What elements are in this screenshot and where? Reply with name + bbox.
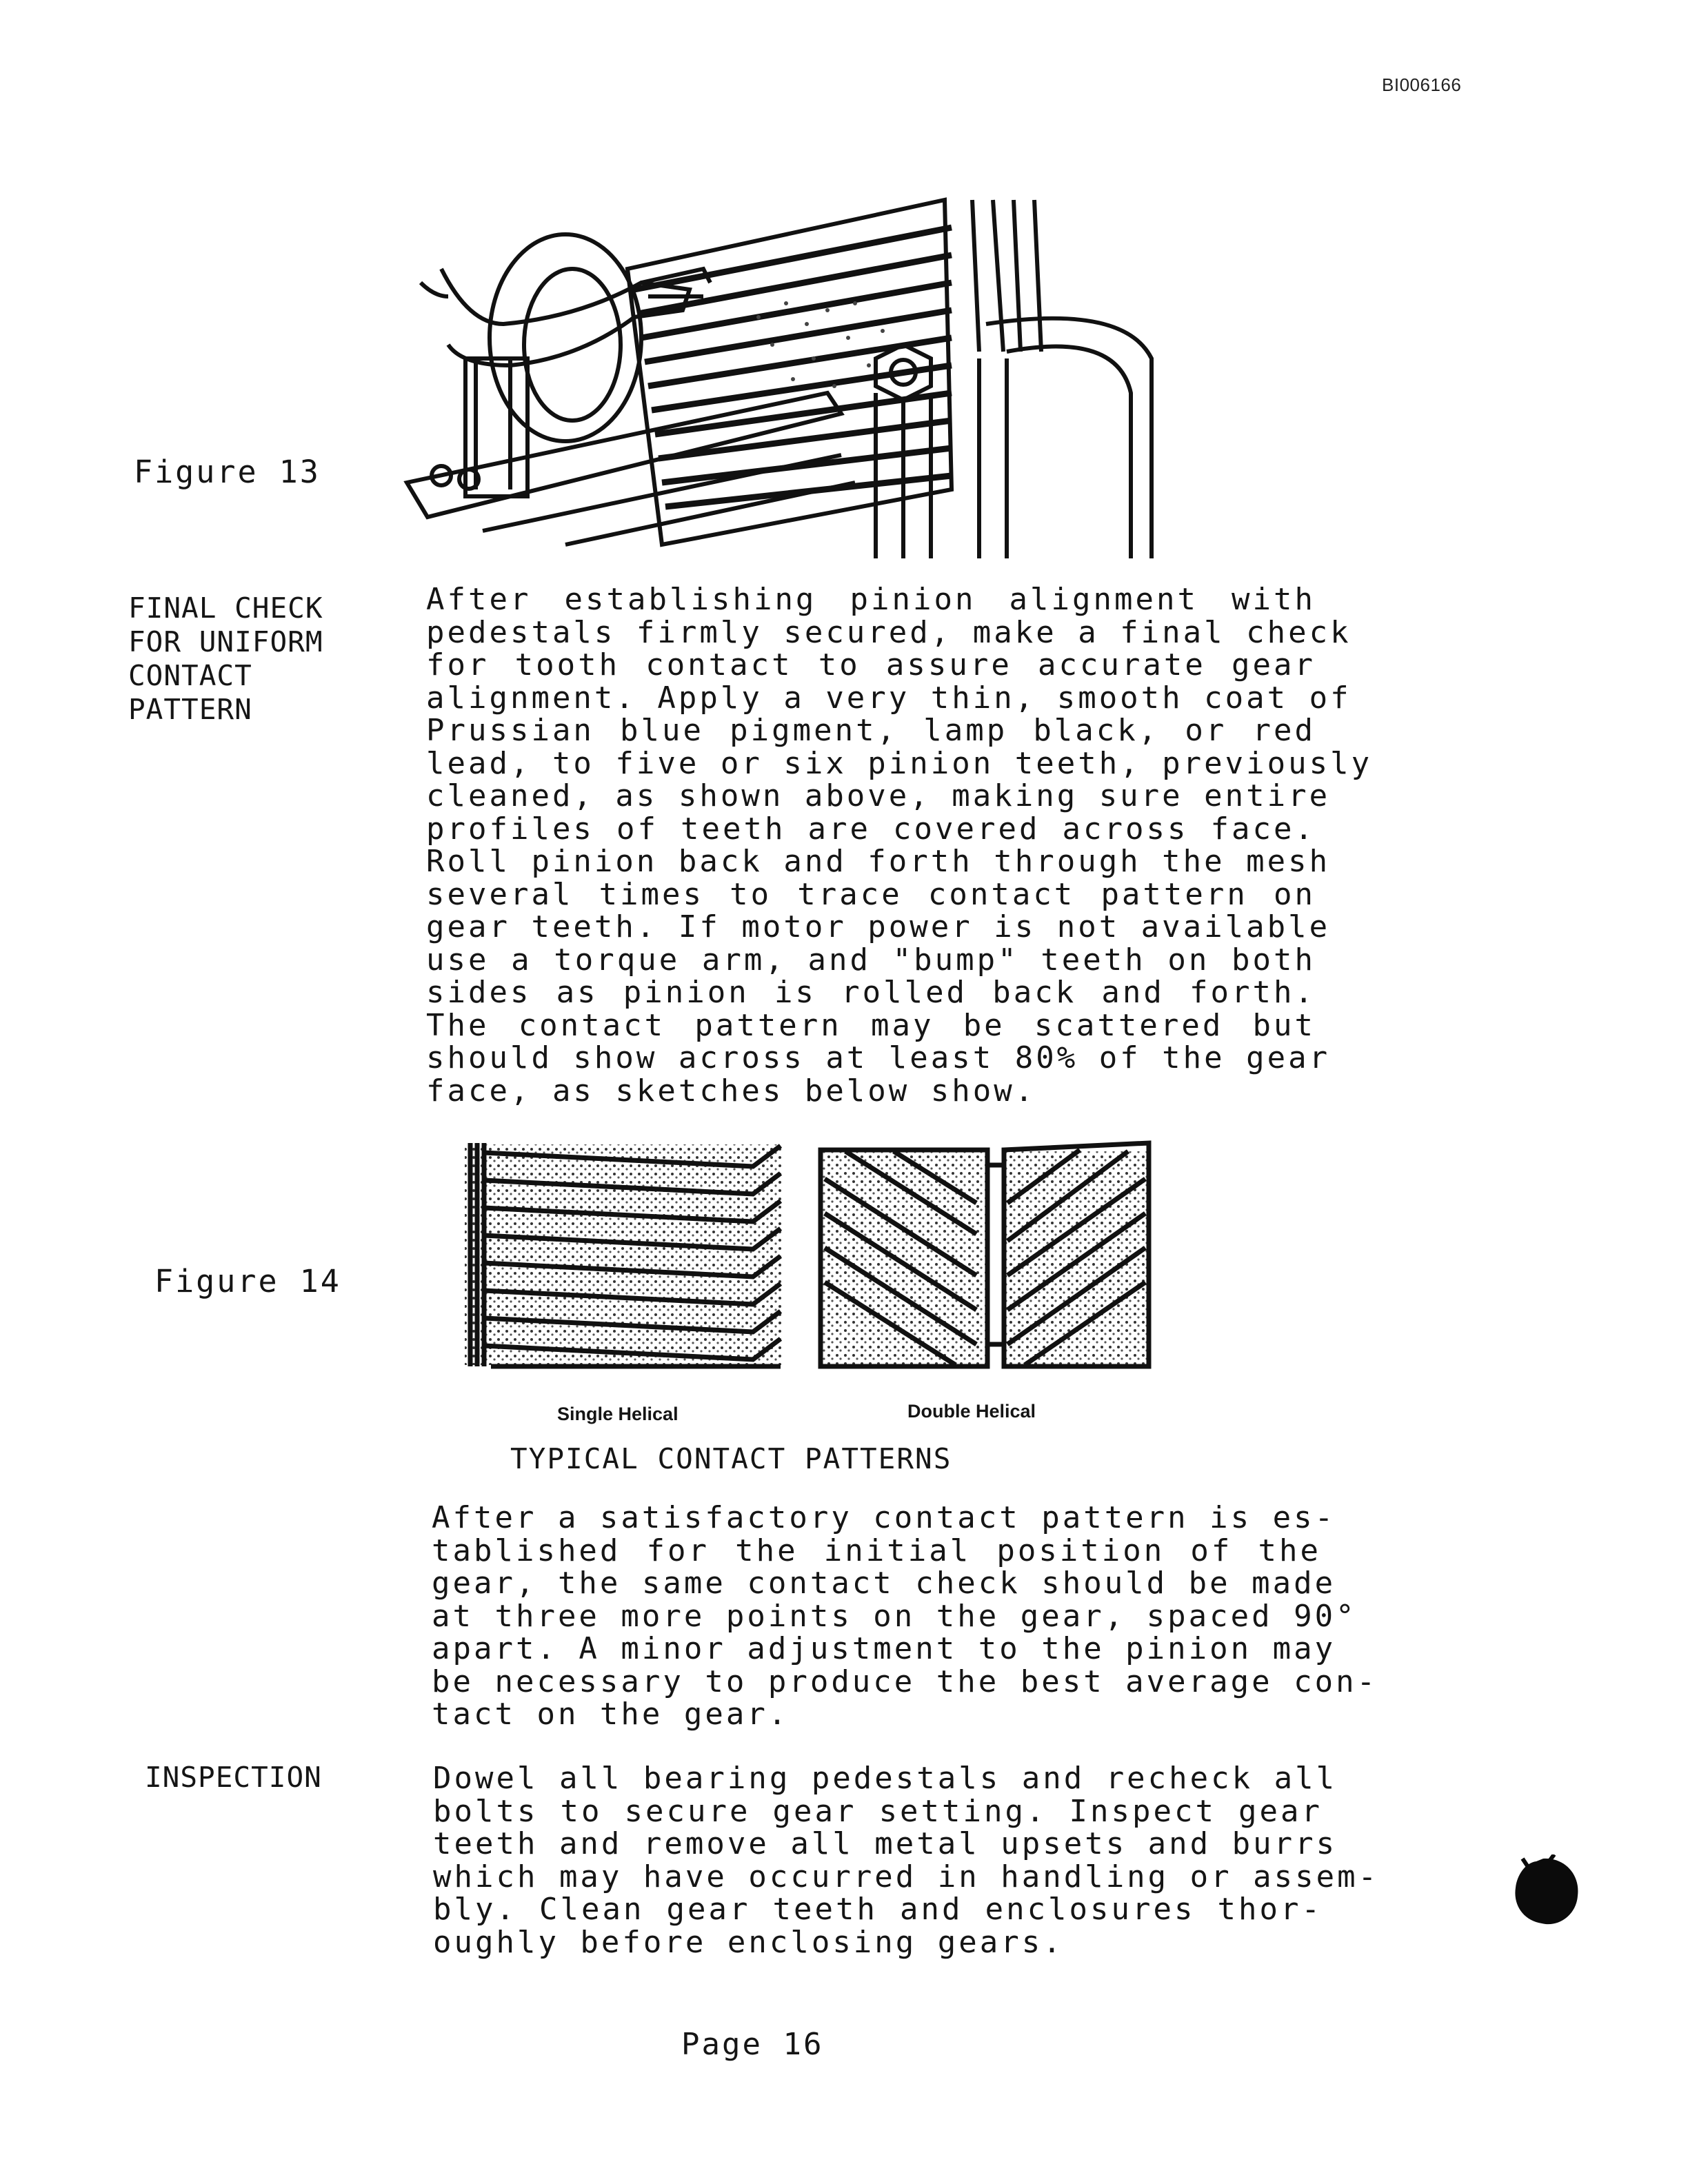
body-line: After a satisfactory contact pattern is es- — [432, 1500, 1336, 1535]
final-check-body — [426, 582, 1373, 1109]
body-line: bolts to secure gear setting. Inspect gear — [433, 1793, 1323, 1829]
body-line: alignment. Apply a very thin, smooth coat of — [426, 680, 1352, 716]
heading-line: FINAL CHECK — [128, 592, 323, 625]
inspection-heading: INSPECTION — [145, 1761, 322, 1794]
heading-line: FOR UNIFORM — [128, 625, 323, 658]
body-line: apart. A minor adjustment to the pinion may — [432, 1631, 1336, 1666]
body-line: at three more points on the gear, spaced 90° — [432, 1598, 1357, 1634]
figure-13-caption: Figure 13 — [134, 454, 321, 490]
body-line: tact on the gear. — [432, 1697, 790, 1732]
body-line: Dowel all bearing pedestals and recheck all — [433, 1761, 1338, 1796]
body-line: use a torque arm, and "bump" teeth on both — [426, 942, 1316, 978]
body-line: After establishing pinion alignment with — [426, 582, 1316, 617]
body-line: Roll pinion back and forth through the mesh — [426, 844, 1331, 879]
body-line: sides as pinion is rolled back and forth. — [426, 975, 1316, 1010]
page-number: Page 16 — [681, 2027, 824, 2062]
body-line: gear, the same contact check should be made — [432, 1566, 1336, 1601]
pinion-alignment-illustration — [400, 186, 1158, 564]
body-line: face, as sketches below show. — [426, 1073, 1036, 1109]
body-line: oughly before enclosing gears. — [433, 1924, 1064, 1960]
body-line: should show across at least 80% of the gear — [426, 1040, 1331, 1075]
body-line: cleaned, as shown above, making sure entire — [426, 778, 1331, 813]
body-line: profiles of teeth are covered across face. — [426, 811, 1316, 847]
body-line: gear teeth. If motor power is not available — [426, 909, 1331, 944]
body-line: for tooth contact to assure accurate gear — [426, 647, 1316, 682]
body-line: The contact pattern may be scattered but — [426, 1007, 1316, 1043]
ink-blot-mark — [1509, 1854, 1585, 1930]
double-helical-gear-icon — [818, 1138, 1156, 1371]
document-id: BI006166 — [1382, 74, 1462, 95]
single-helical-label: Single Helical — [557, 1404, 679, 1424]
body-line: lead, to five or six pinion teeth, previously — [426, 745, 1373, 781]
body-line: bly. Clean gear teeth and enclosures thor- — [433, 1892, 1323, 1927]
body-line: which may have occurred in handling or assem- — [433, 1859, 1380, 1894]
heading-line: CONTACT — [128, 659, 252, 692]
body-line: tablished for the initial position of the — [432, 1533, 1321, 1568]
double-helical-label: Double Helical — [907, 1401, 1036, 1422]
figure-14-title: TYPICAL CONTACT PATTERNS — [510, 1442, 952, 1475]
single-helical-gear-icon — [463, 1139, 787, 1371]
final-check-heading — [128, 592, 323, 727]
figure-14-caption: Figure 14 — [154, 1263, 341, 1300]
inspection-body — [433, 1761, 1380, 1960]
body-line: be necessary to produce the best average con- — [432, 1664, 1378, 1699]
contact-check-paragraph — [432, 1500, 1378, 1732]
heading-line: PATTERN — [128, 693, 252, 726]
body-line: teeth and remove all metal upsets and burrs — [433, 1826, 1338, 1861]
body-line: several times to trace contact pattern on — [426, 876, 1316, 912]
body-line: Prussian blue pigment, lamp black, or red — [426, 713, 1316, 748]
body-line: pedestals firmly secured, make a final check — [426, 614, 1352, 650]
